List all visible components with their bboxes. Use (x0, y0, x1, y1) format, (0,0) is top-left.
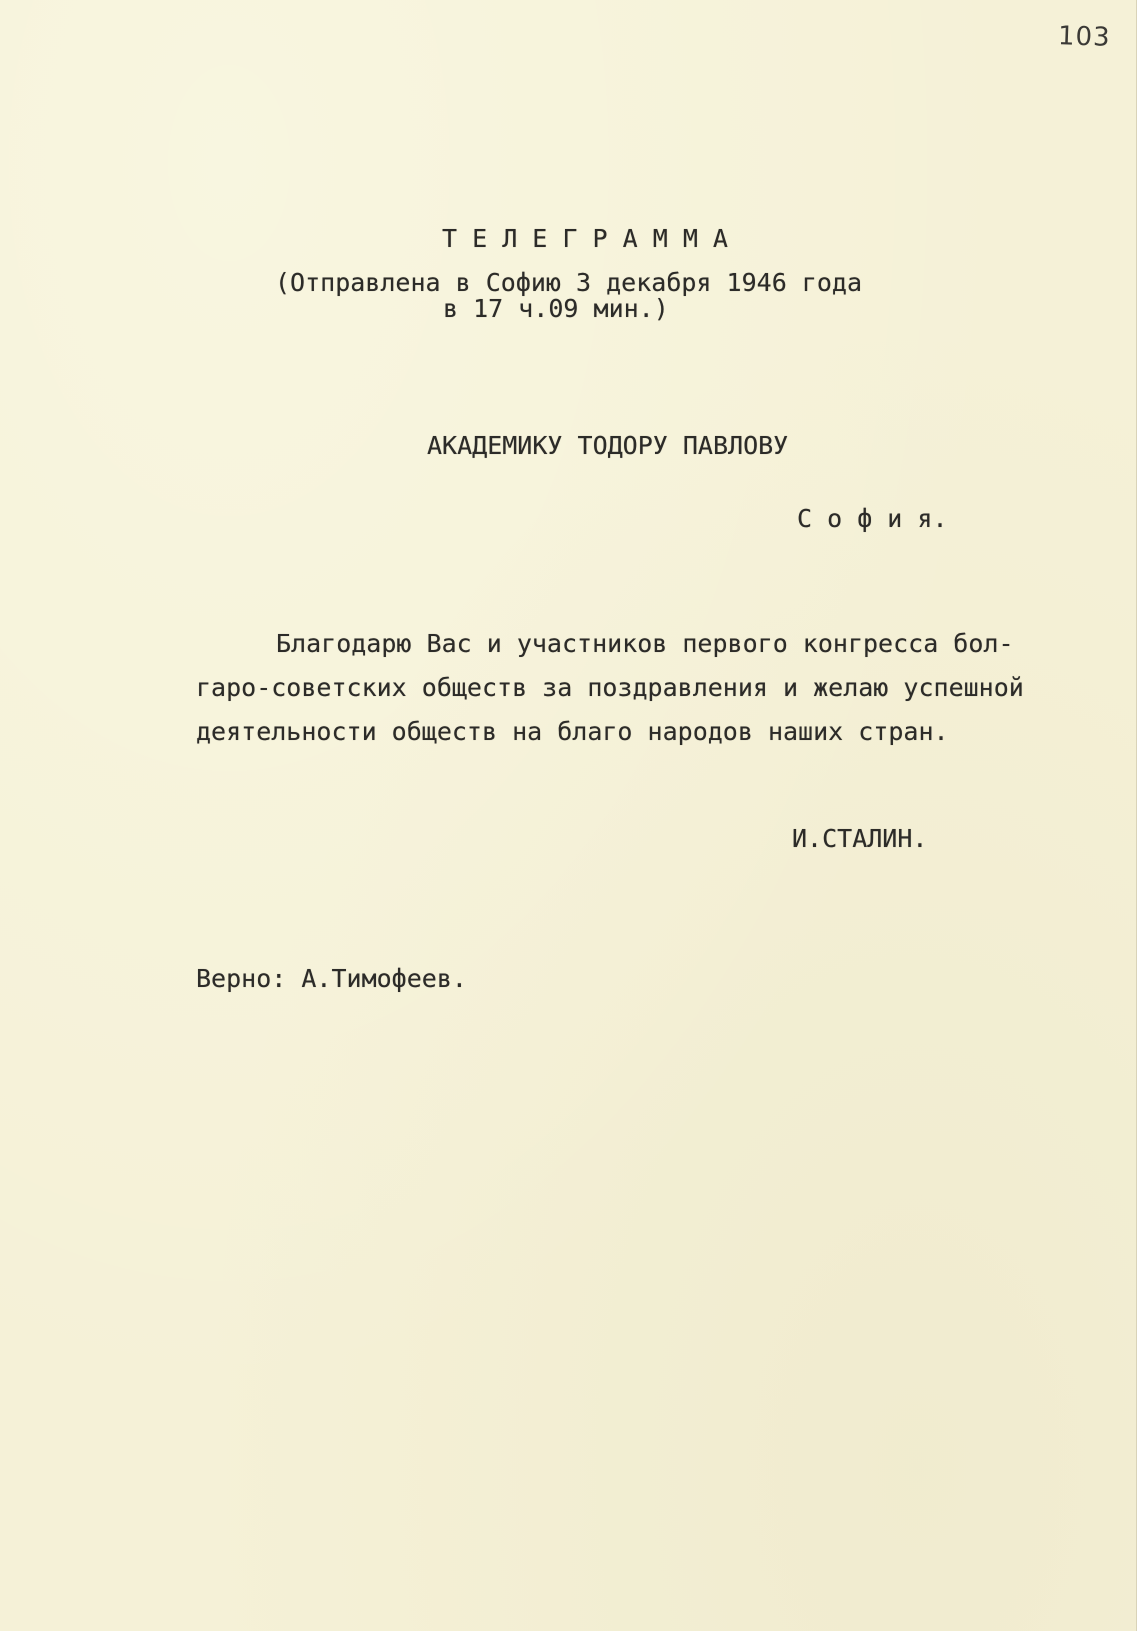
sent-info-line-2: в 17 ч.09 мин.) (443, 294, 669, 323)
message-body-line-2: гаро-советских обществ за поздравления и желаю успешной (196, 673, 1024, 702)
sent-info-line-1: (Отправлена в Софию 3 декабря 1946 года (275, 268, 862, 297)
certification-note: Верно: А.Тимофеев. (196, 964, 467, 993)
signature: И.СТАЛИН. (792, 824, 928, 853)
addressee: АКАДЕМИКУ ТОДОРУ ПАВЛОВУ (427, 431, 789, 460)
message-body-line-3: деятельности обществ на благо народов наших стран. (196, 717, 949, 746)
archive-page-number: 103 (1057, 21, 1112, 53)
message-body-line-1: Благодарю Вас и участников первого конгресса бол- (276, 629, 1014, 658)
page-edge (1136, 0, 1146, 1631)
destination-city: С о ф и я. (797, 504, 948, 533)
telegram-title: Т Е Л Е Г Р А М М А (442, 224, 728, 253)
